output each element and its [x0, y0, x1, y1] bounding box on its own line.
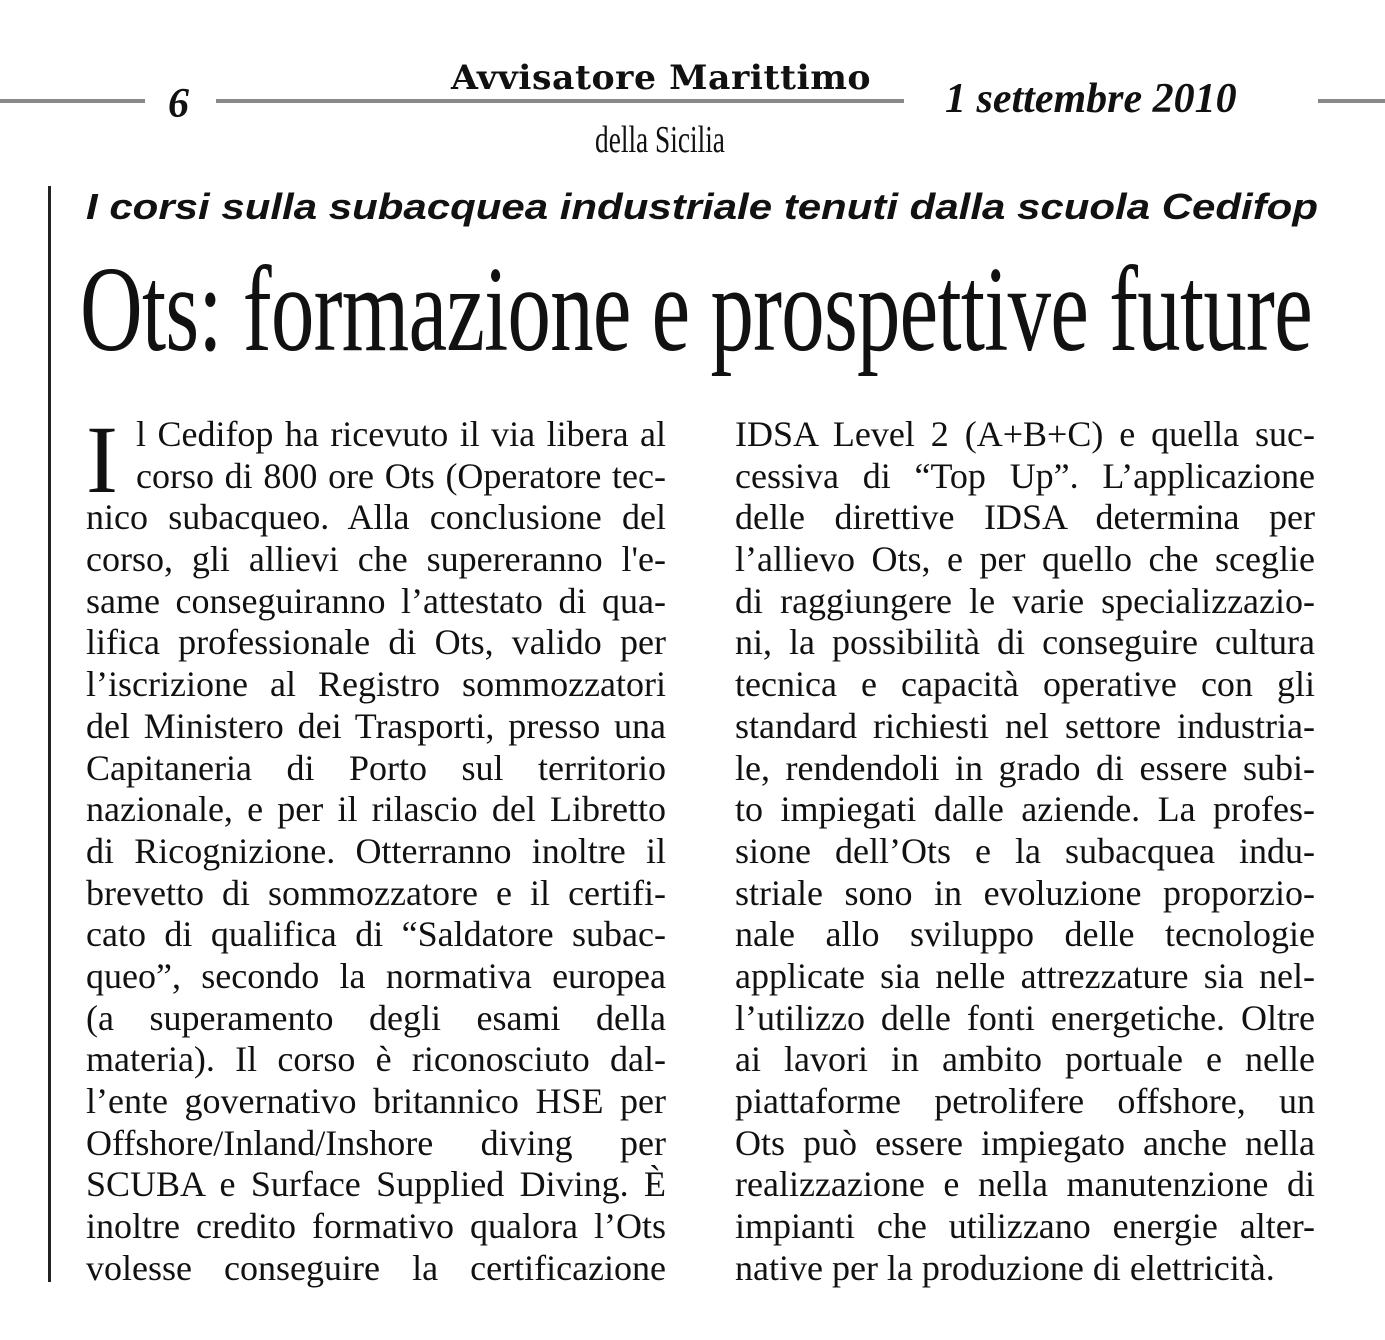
article-line — [86, 998, 666, 1040]
article-line — [735, 456, 1315, 498]
drop-cap: I — [86, 406, 118, 513]
article-line-text: di raggiungere le varie specializzazio- — [735, 580, 1315, 621]
article-line — [735, 414, 1315, 456]
article-line-text: l’utilizzo delle fonti energetiche. Oltre — [735, 997, 1315, 1038]
page-number: 6 — [168, 81, 189, 127]
article-line — [735, 998, 1315, 1040]
header-rule-right — [1318, 99, 1385, 103]
article-line-text: l’allievo Ots, e per quello che sceglie — [735, 539, 1315, 580]
article-line — [86, 706, 666, 748]
article-line — [86, 831, 666, 873]
article-line-text: ni, la possibilità di conseguire cultura — [735, 622, 1315, 663]
article-line — [735, 831, 1315, 873]
article-line — [735, 1123, 1315, 1165]
article-line-text: tecnica e capacità operative con gli — [735, 664, 1315, 705]
article-line — [735, 1081, 1315, 1123]
article-line-text: corso, gli allievi che supereranno l'e- — [86, 539, 666, 580]
column-rule — [48, 186, 51, 1282]
article-line-text: applicate sia nelle attrezzature sia nel- — [735, 955, 1315, 996]
article-line-text: IDSA Level 2 (A+B+C) e quella suc- — [735, 414, 1315, 454]
article-line-text: queo”, secondo la normativa europea — [86, 955, 666, 996]
article-line-text: to impiegati dalle aziende. La profes- — [735, 789, 1315, 830]
article-line-text: brevetto di sommozzatore e il certifi- — [86, 872, 666, 913]
article-line — [735, 789, 1315, 831]
article-line-text: corso di 800 ore Ots (Operatore tec- — [136, 455, 666, 496]
article-line — [86, 1248, 666, 1290]
article-line-text: lifica professionale di Ots, valido per — [86, 622, 666, 663]
article-line — [735, 914, 1315, 956]
kicker-text: I corsi sulla subacquea industriale tenuti dalla scuola Cedifop — [86, 186, 1318, 227]
article-line-text: volesse conseguire la certificazione — [86, 1247, 666, 1288]
article-line — [86, 664, 666, 706]
article-line — [86, 1081, 666, 1123]
article-line — [735, 497, 1315, 539]
article-line-text: le, rendendoli in grado di essere subi- — [735, 747, 1315, 788]
article-headline — [80, 240, 1320, 380]
article-line — [86, 956, 666, 998]
article-line — [735, 706, 1315, 748]
article-line — [735, 664, 1315, 706]
article-line-text: l’ente governativo britannico HSE per — [86, 1081, 666, 1121]
article-line — [735, 1248, 1315, 1290]
article-line — [86, 789, 666, 831]
article-line-text: Ots può essere impiegato anche nella — [735, 1122, 1315, 1163]
header-rule-left — [0, 99, 145, 103]
article-line — [735, 956, 1315, 998]
article-line — [86, 497, 666, 539]
publication-title: Avvisatore Marittimo — [450, 58, 872, 98]
article-column-right — [735, 414, 1315, 1289]
article-line-text: inoltre credito formativo qualora l’Ots — [86, 1206, 666, 1247]
article-line-text: native per la produzione di elettricità. — [735, 1247, 1275, 1288]
article-line — [86, 873, 666, 915]
article-line — [86, 1039, 666, 1081]
article-line-text: striale sono in evoluzione proporzio- — [735, 872, 1315, 913]
article-line — [735, 873, 1315, 915]
article-line — [86, 622, 666, 664]
article-column-left — [86, 406, 666, 1289]
article-line — [86, 1123, 666, 1165]
article-line-text: SCUBA e Surface Supplied Diving. È — [86, 1164, 666, 1205]
article-kicker — [86, 186, 1318, 228]
article-line — [86, 1164, 666, 1206]
article-line-text: same conseguiranno l’attestato di qua- — [86, 580, 666, 621]
article-line-text: cessiva di “Top Up”. L’applicazione — [735, 455, 1315, 496]
publication-subtitle: della Sicilia — [595, 119, 725, 161]
article-line — [735, 539, 1315, 581]
article-line-text: Offshore/Inland/Inshore diving per — [86, 1122, 666, 1163]
article-line-text: impianti che utilizzano energie alter- — [735, 1206, 1315, 1247]
article-line — [735, 622, 1315, 664]
article-line — [735, 1164, 1315, 1206]
article-line — [136, 456, 666, 498]
headline-text: Ots: formazione e prospettive future — [80, 242, 1312, 377]
article-line-text: materia). Il corso è riconosciuto dal- — [86, 1039, 666, 1080]
article-line — [86, 748, 666, 790]
article-line-text: nazionale, e per il rilascio del Libretto — [86, 789, 666, 830]
article-line-text: realizzazione e nella manutenzione di — [735, 1164, 1315, 1205]
article-line — [735, 581, 1315, 623]
article-line — [136, 414, 666, 456]
article-line-text: delle direttive IDSA determina per — [735, 497, 1315, 538]
article-line-text: sione dell’Ots e la subacquea indu- — [735, 830, 1315, 871]
article-line-text: Capitaneria di Porto sul territorio — [86, 747, 666, 788]
article-line — [86, 914, 666, 956]
article-line — [735, 748, 1315, 790]
article-line-text: di Ricognizione. Otterranno inoltre il — [86, 830, 666, 871]
article-line-text: del Ministero dei Trasporti, presso una — [86, 705, 666, 746]
article-line-text: (a superamento degli esami della — [86, 997, 666, 1038]
article-line — [735, 1206, 1315, 1248]
article-line-text: nale allo sviluppo delle tecnologie — [735, 914, 1315, 955]
article-line — [86, 539, 666, 581]
article-line — [86, 581, 666, 623]
article-line-text: l Cedifop ha ricevuto il via libera al — [136, 414, 666, 454]
article-line-text: cato di qualifica di “Saldatore subac- — [86, 914, 666, 955]
article-line-text: l’iscrizione al Registro sommozzatori — [86, 664, 666, 705]
article-line — [86, 1206, 666, 1248]
article-line-text: piattaforme petrolifere offshore, un — [735, 1081, 1315, 1121]
article-line-text: ai lavori in ambito portuale e nelle — [735, 1039, 1315, 1080]
issue-date: 1 settembre 2010 — [945, 76, 1237, 122]
article-line-text: nico subacqueo. Alla conclusione del — [86, 497, 666, 538]
header-rule-middle — [216, 99, 904, 103]
article-line-text: standard richiesti nel settore industria- — [735, 705, 1315, 746]
article-line — [735, 1039, 1315, 1081]
